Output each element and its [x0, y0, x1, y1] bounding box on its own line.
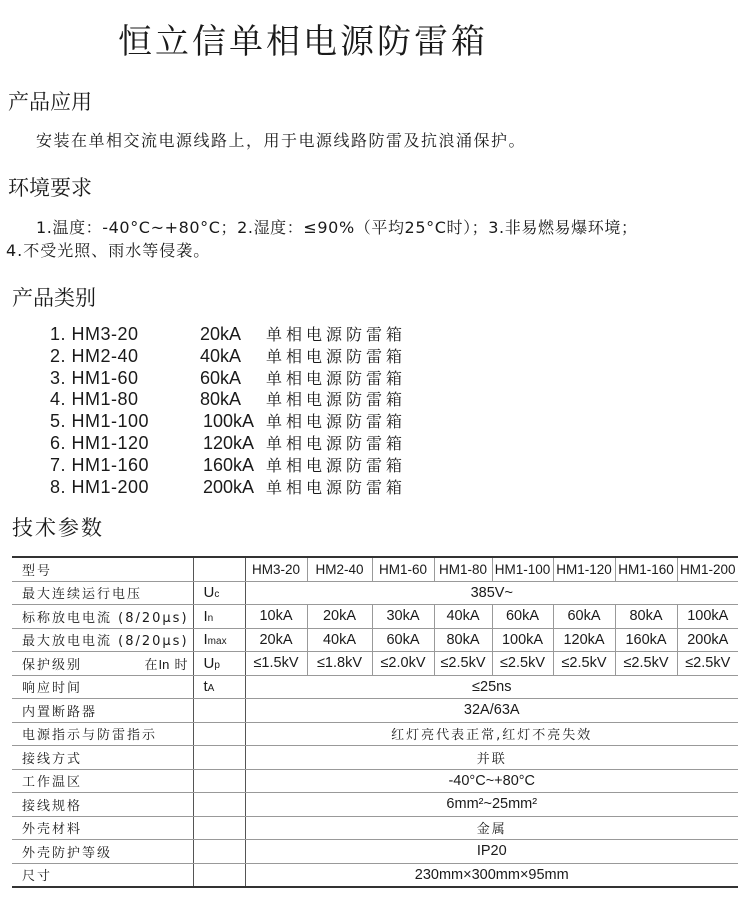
- model-header: HM1-60: [372, 557, 434, 581]
- cell-value: ≤2.5kV: [677, 652, 738, 676]
- product-model: 5. HM1-100: [50, 411, 150, 432]
- row-symbol: [193, 746, 245, 770]
- table-row-indicator: [12, 722, 738, 746]
- product-model: 8. HM1-200: [50, 476, 150, 497]
- model-header: HM1-100: [492, 557, 553, 581]
- product-model: 4. HM1-80: [50, 389, 139, 410]
- environment-line-2: 4.不受光照、雨水等侵袭。: [6, 241, 211, 260]
- product-current: 100kA: [203, 411, 255, 432]
- row-symbol: Imax: [193, 628, 245, 652]
- table-row-cable: [12, 793, 738, 817]
- product-model: 7. HM1-160: [50, 454, 150, 475]
- row-value: IP20: [245, 840, 738, 864]
- product-desc: 单相电源防雷箱: [266, 368, 407, 388]
- table-row-in: [12, 605, 738, 629]
- model-header: HM1-120: [553, 557, 615, 581]
- row-symbol: [193, 840, 245, 864]
- cell-value: 200kA: [677, 628, 738, 652]
- section-heading-application: 产品应用: [8, 90, 92, 114]
- cell-value: ≤1.5kV: [245, 652, 307, 676]
- row-value: 6mm²~25mm²: [245, 793, 738, 817]
- product-current: 40kA: [200, 345, 242, 366]
- cell-value: 60kA: [372, 628, 434, 652]
- list-item: [50, 346, 406, 368]
- product-desc: 单相电源防雷箱: [266, 390, 407, 410]
- model-header: HM1-80: [434, 557, 492, 581]
- table-row-size: [12, 863, 738, 887]
- row-symbol: [193, 699, 245, 723]
- row-label: 标称放电电流 (8/20μs): [12, 605, 193, 629]
- cell-value: 10kA: [245, 605, 307, 629]
- row-value: 红灯亮代表正常,红灯不亮失效: [245, 722, 738, 746]
- table-row-up: [12, 652, 738, 676]
- product-current: 80kA: [200, 389, 242, 410]
- table-row-uc: [12, 581, 738, 605]
- row-symbol: [193, 722, 245, 746]
- list-item: [50, 324, 406, 346]
- product-desc: 单相电源防雷箱: [266, 325, 407, 344]
- row-value: 385V~: [245, 581, 738, 605]
- table-row-model: [12, 557, 738, 581]
- model-header: HM2-40: [307, 557, 372, 581]
- product-current: 200kA: [203, 476, 255, 497]
- row-label: 响应时间: [12, 675, 193, 699]
- list-item: [50, 411, 406, 433]
- row-symbol: [193, 816, 245, 840]
- cell-value: ≤2.5kV: [492, 652, 553, 676]
- product-category-list: [50, 324, 406, 498]
- table-row-ta: [12, 675, 738, 699]
- product-desc: 单相电源防雷箱: [266, 412, 407, 432]
- table-row-wiring: [12, 746, 738, 770]
- row-label: 接线方式: [12, 746, 193, 770]
- table-row-breaker: [12, 699, 738, 723]
- cell-value: ≤2.0kV: [372, 652, 434, 676]
- row-label: 最大连续运行电压: [12, 581, 193, 605]
- row-value: 并联: [245, 746, 738, 770]
- row-symbol: [193, 769, 245, 793]
- row-symbol: Uc: [193, 581, 245, 605]
- list-item: [50, 433, 406, 455]
- product-desc: 单相电源防雷箱: [266, 346, 407, 366]
- row-label: 保护级别 在In 时: [12, 652, 193, 676]
- product-current: 160kA: [203, 454, 255, 475]
- product-desc: 单相电源防雷箱: [266, 455, 407, 475]
- row-label: 尺寸: [12, 863, 193, 887]
- table-row-material: [12, 816, 738, 840]
- cell-value: ≤2.5kV: [553, 652, 615, 676]
- cell-value: 120kA: [553, 628, 615, 652]
- product-current: 60kA: [200, 367, 242, 388]
- application-text: 安装在单相交流电源线路上，用于电源线路防雷及抗浪涌保护。: [36, 131, 527, 150]
- spec-table: [12, 556, 738, 888]
- row-symbol: Up: [193, 652, 245, 676]
- page-title: 恒立信单相电源防雷箱: [118, 22, 488, 62]
- row-note: 在In 时: [144, 656, 189, 673]
- product-current: 120kA: [203, 432, 255, 453]
- cell-value: ≤1.8kV: [307, 652, 372, 676]
- cell-value: 40kA: [307, 628, 372, 652]
- product-desc: 单相电源防雷箱: [266, 477, 407, 497]
- product-desc: 单相电源防雷箱: [266, 433, 407, 453]
- row-value: -40°C~+80°C: [245, 769, 738, 793]
- table-row-imax: [12, 628, 738, 652]
- table-row-temp: [12, 769, 738, 793]
- cell-value: 80kA: [615, 605, 677, 629]
- cell-value: 60kA: [553, 605, 615, 629]
- row-value: 32A/63A: [245, 699, 738, 723]
- cell-value: 160kA: [615, 628, 677, 652]
- list-item: [50, 477, 406, 499]
- cell-value: ≤2.5kV: [615, 652, 677, 676]
- section-heading-environment: 环境要求: [8, 176, 92, 200]
- row-symbol: [193, 793, 245, 817]
- cell-value: 20kA: [245, 628, 307, 652]
- cell-value: 20kA: [307, 605, 372, 629]
- cell-value: ≤2.5kV: [434, 652, 492, 676]
- row-symbol: [193, 557, 245, 581]
- row-symbol: [193, 863, 245, 887]
- list-item: [50, 368, 406, 390]
- row-label: 外壳防护等级: [12, 840, 193, 864]
- row-label: 外壳材料: [12, 816, 193, 840]
- table-row-ip: [12, 840, 738, 864]
- row-label: 电源指示与防雷指示: [12, 722, 193, 746]
- model-header: HM1-160: [615, 557, 677, 581]
- row-value: 金属: [245, 816, 738, 840]
- row-symbol: tA: [193, 675, 245, 699]
- cell-value: 40kA: [434, 605, 492, 629]
- section-heading-specs: 技术参数: [12, 516, 104, 540]
- cell-value: 30kA: [372, 605, 434, 629]
- model-header: HM1-200: [677, 557, 738, 581]
- cell-value: 60kA: [492, 605, 553, 629]
- row-label: 接线规格: [12, 793, 193, 817]
- environment-line-1: 1.温度：-40°C~+80°C；2.湿度：≤90%（平均25°C时）；3.非易燃易爆环境；: [36, 218, 638, 237]
- product-current: 20kA: [200, 324, 242, 344]
- product-model: 6. HM1-120: [50, 432, 150, 453]
- cell-value: 100kA: [677, 605, 738, 629]
- section-heading-categories: 产品类别: [12, 286, 96, 310]
- row-value: ≤25ns: [245, 675, 738, 699]
- list-item: [50, 455, 406, 477]
- product-model: 1. HM3-20: [50, 324, 139, 344]
- row-label: 工作温区: [12, 769, 193, 793]
- cell-value: 100kA: [492, 628, 553, 652]
- cell-value: 80kA: [434, 628, 492, 652]
- row-value: 230mm×300mm×95mm: [245, 863, 738, 887]
- row-label: 内置断路器: [12, 699, 193, 723]
- product-model: 3. HM1-60: [50, 367, 139, 388]
- row-label: 最大放电电流 (8/20μs): [12, 628, 193, 652]
- product-model: 2. HM2-40: [50, 345, 139, 366]
- row-label: 型号: [12, 557, 193, 581]
- list-item: [50, 389, 406, 411]
- model-header: HM3-20: [245, 557, 307, 581]
- row-symbol: In: [193, 605, 245, 629]
